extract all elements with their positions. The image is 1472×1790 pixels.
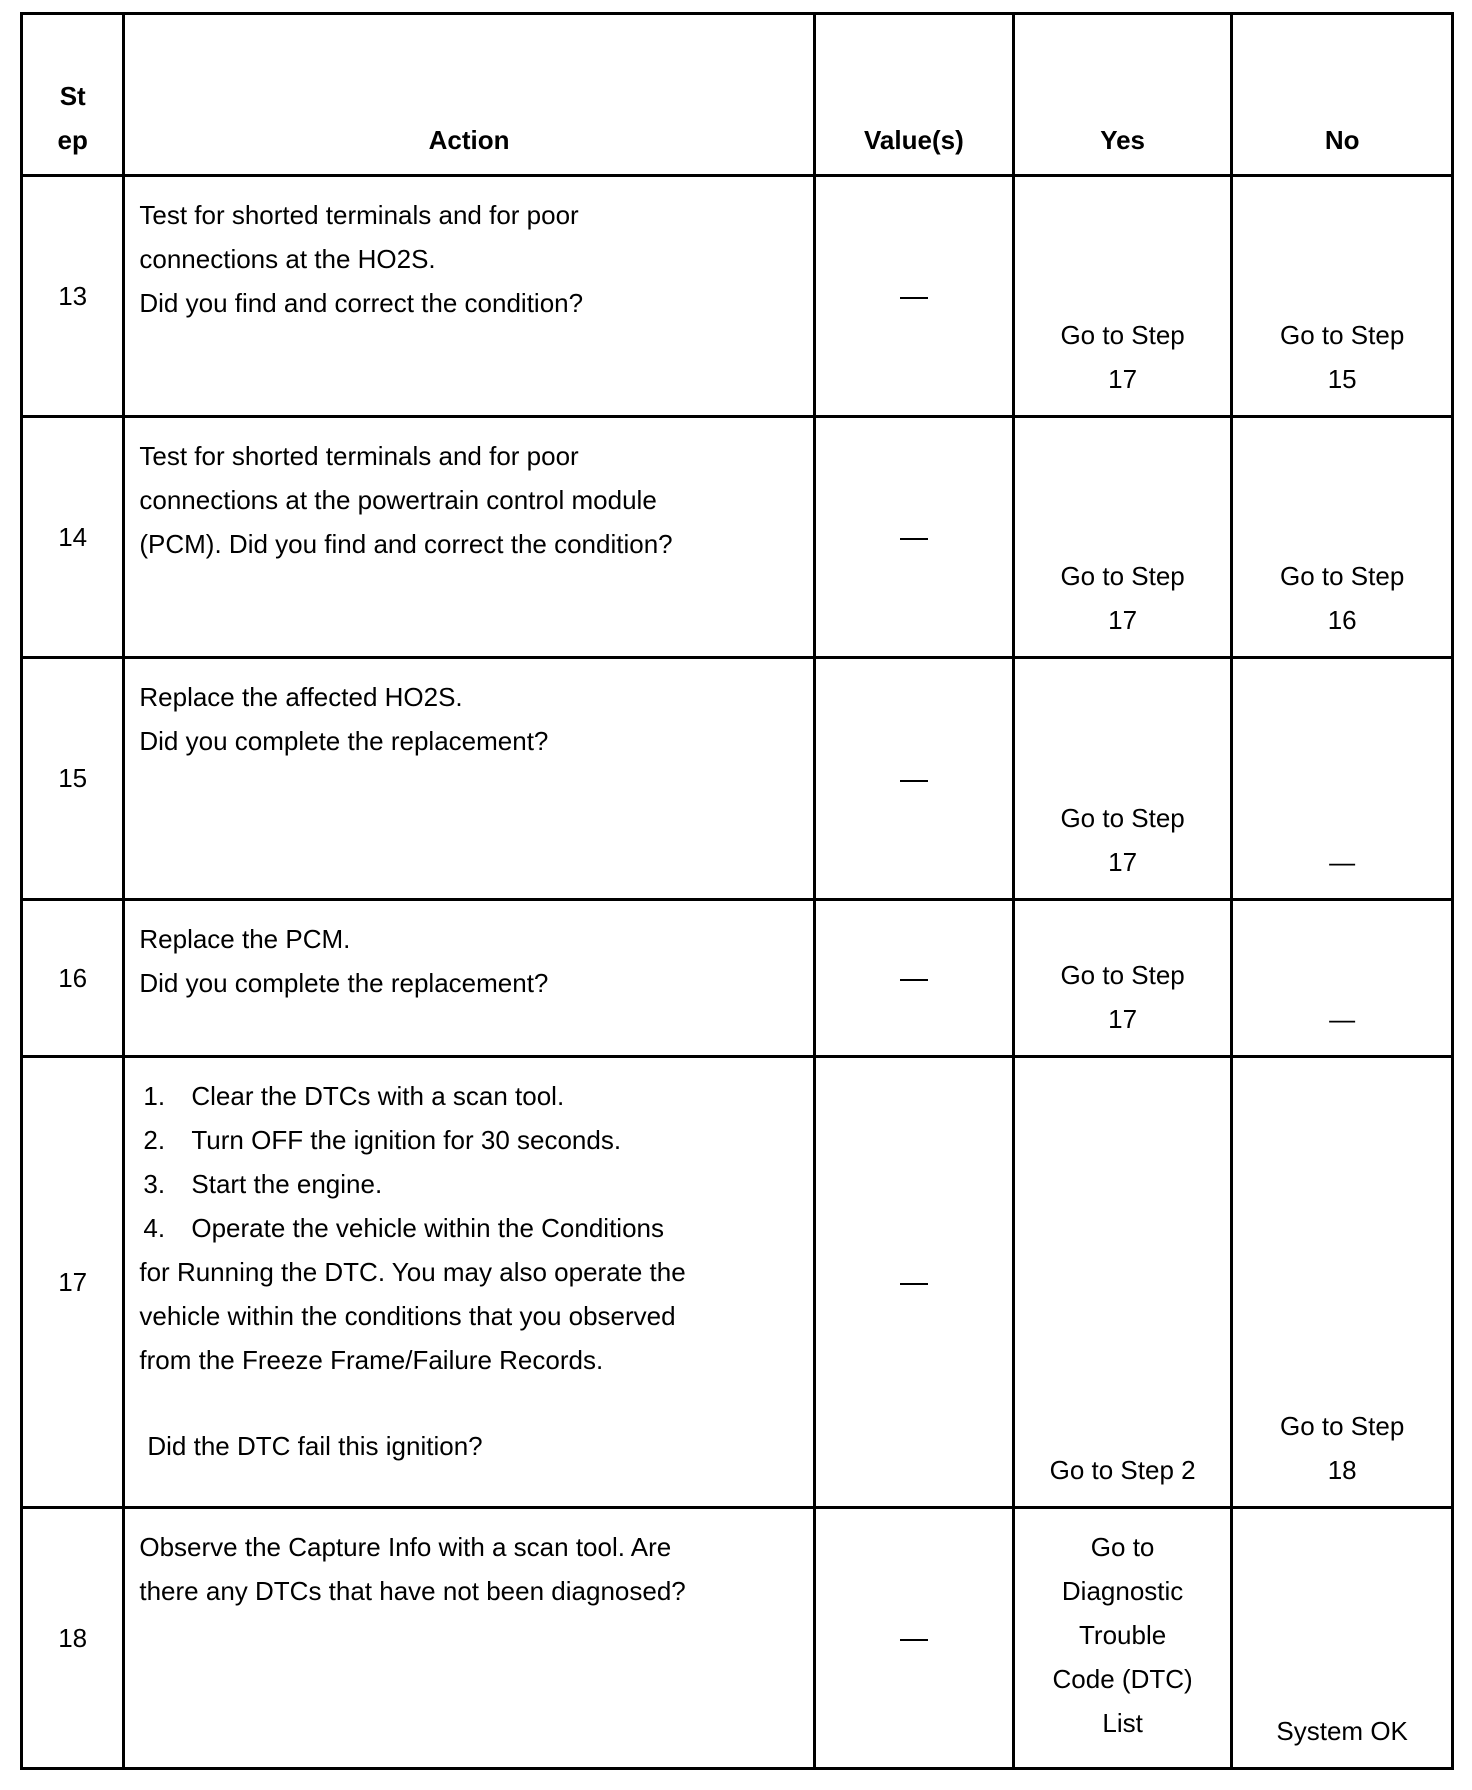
- yes-text: Go to Step: [1060, 802, 1185, 833]
- yes-text: List: [1102, 1707, 1143, 1738]
- header-step-line2: ep: [57, 124, 88, 155]
- value-dash: [900, 538, 928, 540]
- list-item: 2. Turn OFF the ignition for 30 seconds.: [143, 1124, 622, 1155]
- value-cell: [814, 899, 1013, 1056]
- value-cell: [814, 1507, 1013, 1768]
- step-number: 18: [22, 1507, 124, 1768]
- header-yes: Yes: [1013, 14, 1231, 176]
- table-row: [22, 1507, 1453, 1768]
- table-row: [22, 658, 1453, 899]
- yes-text: 17: [1108, 363, 1138, 394]
- header-values: Value(s): [814, 14, 1013, 176]
- yes-text: Go to Step: [1060, 561, 1185, 592]
- header-step: [22, 14, 124, 176]
- action-cell: [124, 1056, 814, 1507]
- yes-text: Go to Step: [1060, 959, 1185, 990]
- yes-text: Diagnostic: [1061, 1575, 1184, 1606]
- no-text: System OK: [1276, 1716, 1408, 1746]
- action-text: Test for shorted terminals and for poor: [139, 440, 579, 471]
- action-text: Observe the Capture Info with a scan tool. Are: [139, 1531, 672, 1562]
- step-number: 14: [22, 416, 124, 657]
- action-text: from the Freeze Frame/Failure Records.: [139, 1344, 604, 1375]
- header-row: [22, 14, 1453, 176]
- value-dash: [900, 979, 928, 981]
- no-text: Go to Step: [1279, 561, 1405, 592]
- action-text: (PCM). Did you find and correct the condition?: [139, 528, 673, 559]
- step-number: 15: [22, 658, 124, 899]
- header-no: No: [1232, 14, 1453, 176]
- table-row: [22, 1056, 1453, 1507]
- action-text: Test for shorted terminals and for poor: [139, 199, 579, 230]
- action-cell: [124, 175, 814, 416]
- no-cell: [1232, 1507, 1453, 1768]
- action-text: Did you complete the replacement?: [139, 967, 549, 998]
- no-text: Go to Step: [1279, 1410, 1405, 1441]
- yes-text: Trouble: [1079, 1619, 1167, 1650]
- action-cell: [124, 658, 814, 899]
- yes-cell: [1013, 1056, 1231, 1507]
- value-dash: [900, 1283, 928, 1285]
- value-cell: [814, 416, 1013, 657]
- action-text: Did you find and correct the condition?: [139, 287, 584, 318]
- yes-cell: [1013, 899, 1231, 1056]
- value-cell: [814, 658, 1013, 899]
- no-text: 15: [1327, 363, 1357, 394]
- value-dash: [900, 1639, 928, 1641]
- action-cell: [124, 1507, 814, 1768]
- list-item: 4. Operate the vehicle within the Conditions: [143, 1212, 664, 1243]
- no-text: Go to Step: [1279, 319, 1405, 350]
- action-steps-list: [139, 1074, 804, 1250]
- no-text: —: [1329, 1003, 1356, 1034]
- value-dash: [900, 297, 928, 299]
- yes-cell: [1013, 658, 1231, 899]
- value-cell: [814, 175, 1013, 416]
- action-cell: [124, 899, 814, 1056]
- no-cell: [1232, 416, 1453, 657]
- action-text: Replace the affected HO2S.: [139, 682, 463, 713]
- step-number: 17: [22, 1056, 124, 1507]
- no-cell: [1232, 899, 1453, 1056]
- value-dash: [900, 780, 928, 782]
- no-cell: [1232, 175, 1453, 416]
- table-row: [22, 899, 1453, 1056]
- yes-cell: [1013, 1507, 1231, 1768]
- action-text: vehicle within the conditions that you observed: [139, 1300, 676, 1331]
- no-text: 18: [1327, 1454, 1357, 1485]
- no-cell: [1232, 1056, 1453, 1507]
- diagnostic-table: [20, 12, 1454, 1770]
- header-step-line1: St: [59, 80, 86, 111]
- no-cell: [1232, 658, 1453, 899]
- yes-text: 17: [1108, 605, 1138, 636]
- no-text: —: [1329, 846, 1356, 877]
- list-item: 3. Start the engine.: [143, 1168, 383, 1199]
- yes-text: 17: [1108, 846, 1138, 877]
- list-item: 1. Clear the DTCs with a scan tool.: [143, 1080, 565, 1111]
- action-text: there any DTCs that have not been diagnosed?: [139, 1575, 686, 1606]
- yes-text: Code (DTC): [1052, 1663, 1193, 1694]
- no-text: 16: [1327, 605, 1357, 636]
- yes-text: 17: [1108, 1003, 1138, 1034]
- action-text: for Running the DTC. You may also operate the: [139, 1256, 686, 1287]
- value-cell: [814, 1056, 1013, 1507]
- yes-text: Go to Step: [1060, 319, 1185, 350]
- table-row: [22, 416, 1453, 657]
- action-question: Did the DTC fail this ignition?: [147, 1430, 483, 1461]
- step-number: 13: [22, 175, 124, 416]
- action-text: connections at the HO2S.: [139, 243, 436, 274]
- action-text: connections at the powertrain control module: [139, 484, 657, 515]
- yes-cell: [1013, 416, 1231, 657]
- yes-text: Go to: [1090, 1531, 1155, 1562]
- action-text: Replace the PCM.: [139, 923, 351, 954]
- action-text: Did you complete the replacement?: [139, 726, 549, 757]
- action-cell: [124, 416, 814, 657]
- yes-text: Go to Step 2: [1049, 1454, 1196, 1485]
- step-number: 16: [22, 899, 124, 1056]
- header-action: Action: [124, 14, 814, 176]
- table-row: [22, 175, 1453, 416]
- yes-cell: [1013, 175, 1231, 416]
